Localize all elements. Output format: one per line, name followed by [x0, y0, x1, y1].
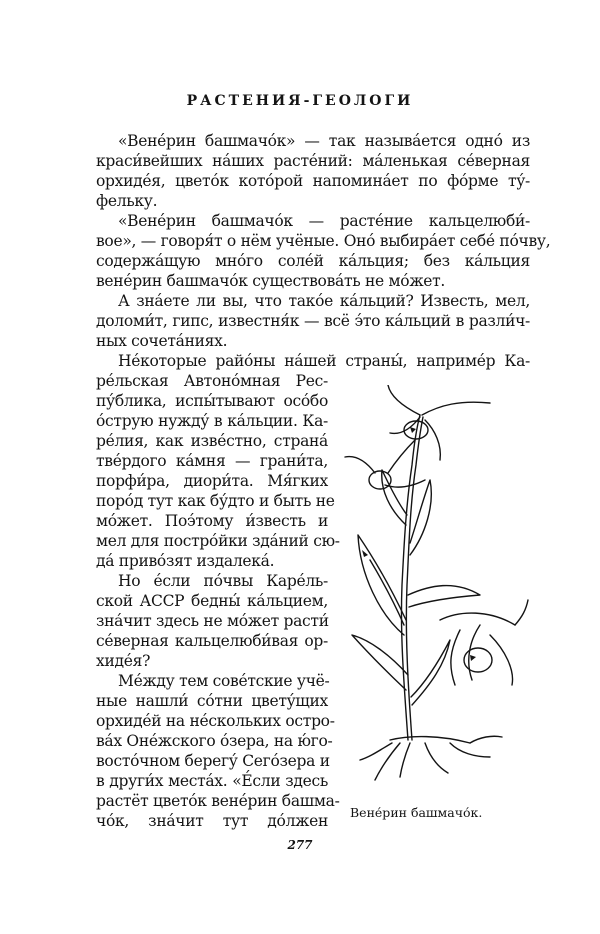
- text-line: доломи́т, гипс, известня́к — всё э́то ка́льций в разли́ч-: [96, 312, 530, 330]
- text-line: ных сочета́ниях.: [96, 332, 228, 350]
- text-line: растёт цвето́к вене́рин башма-: [96, 792, 340, 810]
- text-line: вое», — говоря́т о нём учёные. Оно́ выбира́ет себе́ по́чву,: [96, 232, 551, 250]
- text-line: «Вене́рин башмачо́к — расте́ние кальцелюби́-: [118, 212, 530, 230]
- page-number: 277: [287, 838, 313, 852]
- text-line: мел для постро́йки зда́ний сю-: [96, 532, 340, 550]
- text-line: Не́которые райо́ны на́шей страны́, наприме́р Ка-: [118, 352, 530, 370]
- text-line: се́верная кальцелюби́вая ор-: [96, 632, 328, 650]
- text-line: чо́к, зна́чит тут до́лжен: [96, 812, 328, 830]
- text-line: тве́рдого ка́мня — грани́та,: [96, 452, 328, 470]
- page-title: РАСТЕНИЯ-ГЕОЛОГИ: [186, 93, 414, 109]
- text-line: ные нашли́ со́тни цвету́щих: [96, 692, 328, 710]
- text-line: хиде́я?: [96, 652, 151, 670]
- text-line: мо́жет. Поэ́тому и́звесть и: [96, 512, 328, 530]
- illustration-caption: Вене́рин башмачо́к.: [350, 805, 483, 820]
- text-line: вене́рин башмачо́к существова́ть не мо́жет.: [96, 272, 446, 290]
- text-line: да́ приво́зят издалека́.: [96, 552, 275, 570]
- text-line: орхиде́я, цвето́к кото́рой напомина́ет по фо́рме ту́-: [96, 172, 530, 190]
- text-line: о́струю нужду́ в ка́льции. Ка-: [96, 412, 328, 430]
- text-line: Но е́сли по́чвы Каре́ль-: [118, 572, 328, 590]
- text-line: восто́чном берегу́ Сего́зера и: [96, 752, 330, 770]
- text-line: содержа́щую мно́го соле́й ка́льция; без ка́льция: [96, 252, 530, 270]
- text-line: фельку.: [96, 192, 158, 210]
- text-line: орхиде́й на не́скольких остро-: [96, 712, 335, 730]
- text-line: зна́чит здесь не мо́жет расти́: [96, 612, 329, 630]
- text-line: «Вене́рин башмачо́к» — так называ́ется одно́ из: [118, 132, 530, 150]
- text-line: Ме́жду тем сове́тские учё-: [118, 672, 330, 690]
- text-line: в други́х места́х. «Е́сли здесь: [96, 772, 328, 790]
- text-line: краси́вейших на́ших расте́ний: ма́ленькая се́верная: [96, 152, 530, 170]
- text-line: ре́льская Автоно́мная Рес-: [96, 372, 328, 390]
- text-line: пу́блика, испы́тывают осо́бо: [96, 392, 328, 410]
- lady-slipper-orchid-illustration: [330, 385, 540, 785]
- text-line: А зна́ете ли вы, что тако́е ка́льций? Известь, мел,: [118, 292, 530, 310]
- text-line: ва́х Оне́жского о́зера, на ю́го-: [96, 732, 333, 750]
- text-line: ре́лия, как изве́стно, страна́: [96, 432, 328, 450]
- text-line: поро́д тут как бу́дто и быть не: [96, 492, 335, 510]
- text-line: ской АССР бедны́ ка́льцием,: [96, 592, 328, 610]
- text-line: порфи́ра, диори́та. Мя́гких: [96, 472, 328, 490]
